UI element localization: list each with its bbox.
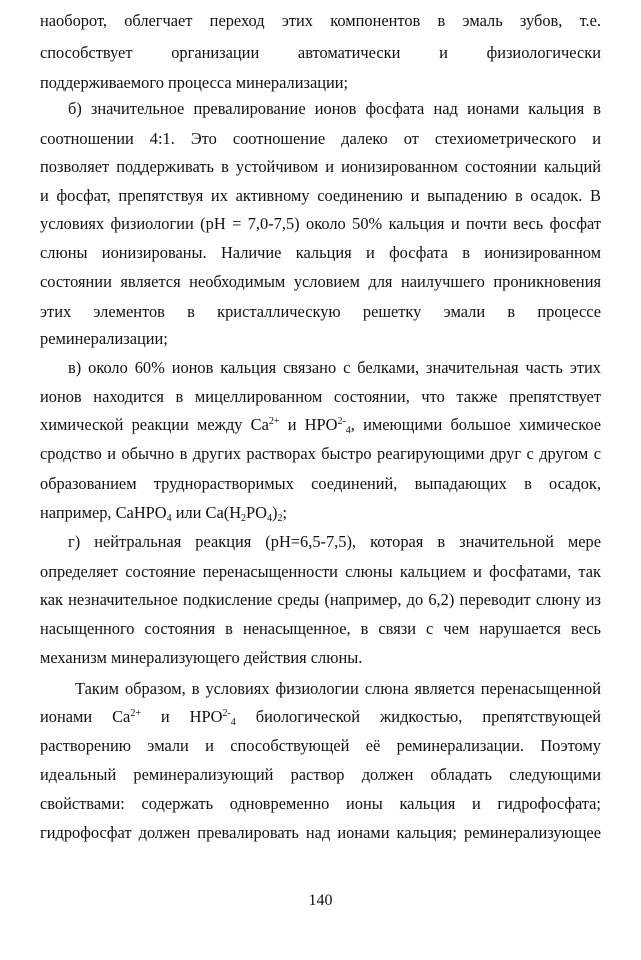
text-line: состоянии является необходимым условием для наилучшего проникновения — [40, 272, 601, 291]
paragraph-start-line: г) нейтральная реакция (рН=6,5-7,5), которая в значительной мере — [68, 532, 601, 551]
text-line: способствует организации автоматически и физиологически — [40, 43, 601, 62]
text-line-with-formula: ионами $Ca^{2+}$ и $HPO^{2-}_4$ биологической жидкостью, препятствующей — [40, 707, 601, 728]
text-line: ионов находится в мицеллированном состоянии, что также препятствует — [40, 387, 601, 406]
text-line: условиях физиологии (рН = 7,0-7,5) около 50% кальция и почти весь фосфат — [40, 214, 601, 233]
text-line-with-formula: химической реакции между $Ca^{2+}$ и $HPO^{2-}_4$, имеющими большое химическое — [40, 415, 602, 436]
text-line: как незначительное подкисление среды (например, до 6,2) переводит слюну из — [40, 590, 601, 609]
text-line: свойствами: содержать одновременно ионы кальция и гидрофосфата; — [40, 794, 601, 813]
text-line: гидрофосфат должен превалировать над ионами кальция; реминерализующее — [40, 823, 601, 842]
text-line: идеальный реминерализующий раствор должен обладать следующими — [40, 765, 601, 784]
text-line: и фосфат, препятствуя их активному соединению и выпадению в осадок. В — [40, 186, 601, 205]
page-number: 140 — [308, 892, 333, 909]
text-line: соотношении 4:1. Это соотношение далеко от стехиометрического и — [40, 129, 601, 148]
text-line: растворению эмали и способствующей её реминерализации. Поэтому — [40, 736, 601, 755]
text-line: слюны ионизированы. Наличие кальция и фосфата в ионизированном — [40, 243, 601, 262]
text-line: образованием труднорастворимых соединений, выпадающих в осадок, — [40, 474, 601, 493]
text-line: реминерализации; — [40, 329, 168, 348]
text-line: насыщенного состояния в ненасыщенное, в связи с чем нарушается весь — [40, 619, 601, 638]
text-line: сродство и обычно в других растворах быстро реагирующими друг с другом с — [40, 444, 601, 463]
text-line-with-formula: например, CaHPO$_4$ или $Ca(H_2PO_4)_2$; — [40, 503, 288, 524]
paragraph-start-line: Таким образом, в условиях физиологии слюна является перенасыщенной — [75, 679, 601, 698]
text-line: механизм минерализующего действия слюны. — [40, 648, 363, 667]
text-line: позволяет поддерживать в устойчивом и ионизированном состоянии кальций — [40, 157, 601, 176]
text-line: наоборот, облегчает переход этих компонентов в эмаль зубов, т.е. — [40, 11, 601, 30]
paragraph-start-line: б) значительное превалирование ионов фосфата над ионами кальция в — [68, 99, 601, 118]
text-line: этих элементов в кристаллическую решетку эмали в процессе — [40, 302, 601, 321]
text-line: определяет состояние перенасыщенности слюны кальцием и фосфатами, так — [40, 562, 601, 581]
paragraph-start-line: в) около 60% ионов кальция связано с белками, значительная часть этих — [68, 358, 601, 377]
text-line: поддерживаемого процесса минерализации; — [40, 73, 349, 92]
